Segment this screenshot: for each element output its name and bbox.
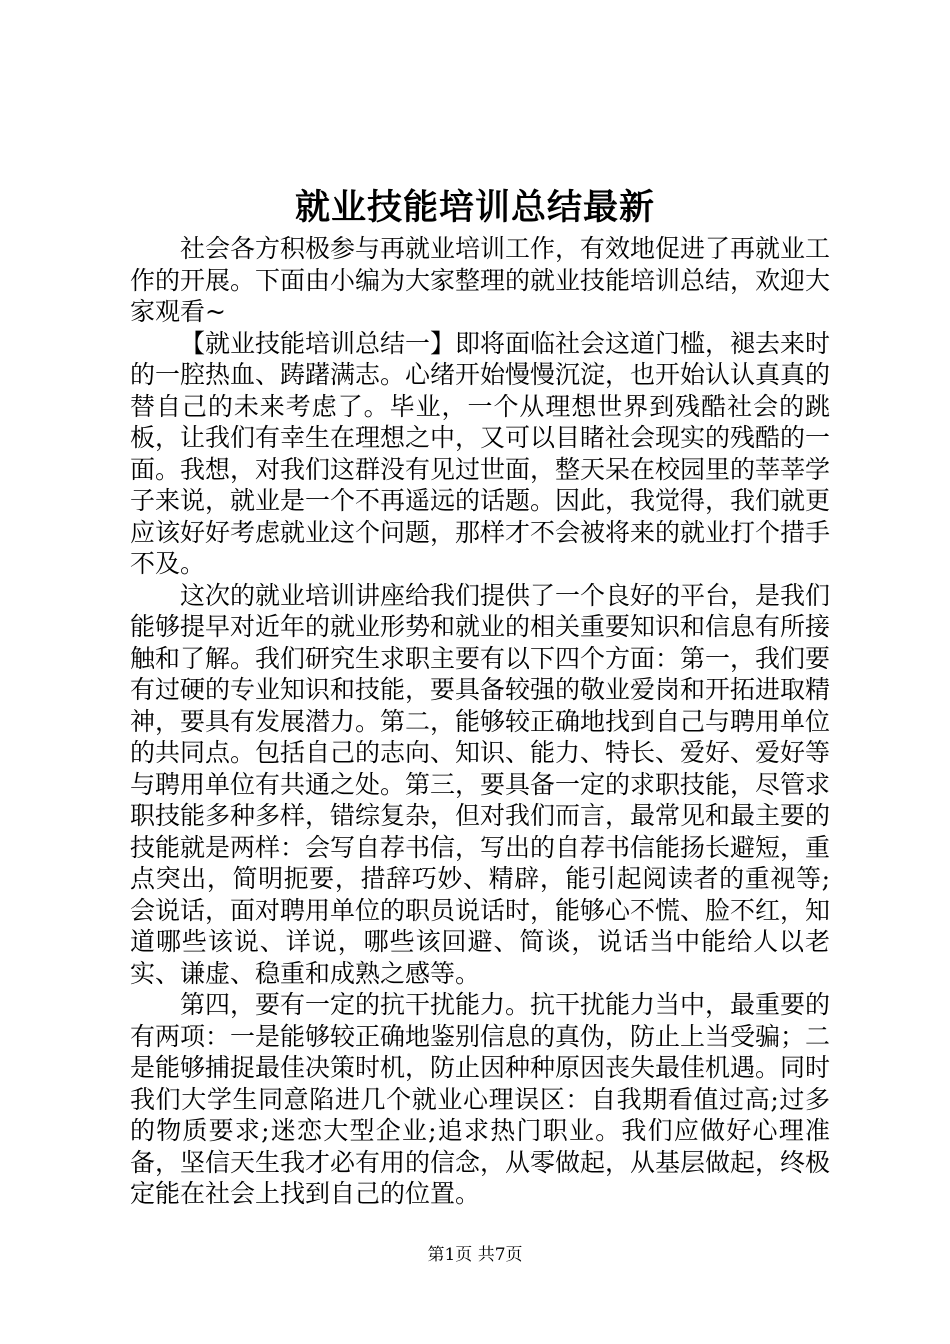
paragraph-training-lecture: 这次的就业培训讲座给我们提供了一个良好的平台，是我们能够提早对近年的就业形势和就业的相关重要知识和信息有所接触和了解。我们研究生求职主要有以下四个方面：第一，我们要有过硬的专业知识和技能，要具备较强的敬业爱岗和开拓进取精神，要具有发展潜力。第二，能够较正确地找到自己与聘用单位的共同点。包括自己的志向、知识、能力、特长、爱好、爱好等与聘用单位有共通之处。第三，要具备一定的求职技能，尽管求职技能多种多样，错综复杂，但对我们而言，最常见和最主要的技能就是两样：会写自荐书信，写出的自荐书信能扬长避短，重点突出，简明扼要，措辞巧妙、精辟，能引起阅读者的重视等;会说话，面对聘用单位的职员说话时，能够心不慌、脸不红，知道哪些该说、详说，哪些该回避、简谈，说话当中能给人以老实、谦虚、稳重和成熟之感等。 — [130, 580, 831, 988]
document-body — [130, 233, 830, 1210]
page-number-footer: 第1页 共7页 — [427, 1245, 523, 1265]
paragraph-summary-one: 【就业技能培训总结一】即将面临社会这道门槛，褪去来时的一腔热血、踌躇满志。心绪开始慢慢沉淀，也开始认认真真的替自己的未来考虑了。毕业，一个从理想世界到残酷社会的跳板，让我们有幸生在理想之中，又可以目睹社会现实的残酷的一面。我想，对我们这群没有见过世面，整天呆在校园里的莘莘学子来说，就业是一个不再遥远的话题。因此，我觉得，我们就更应该好好考虑就业这个问题，那样才不会被将来的就业打个措手不及。 — [130, 328, 831, 578]
document-title: 就业技能培训总结最新 — [294, 187, 655, 228]
paragraph-fourth-point: 第四，要有一定的抗干扰能力。抗干扰能力当中，最重要的有两项：一是能够较正确地鉴别信息的真伪，防止上当受骗；二是能够捕捉最佳决策时机，防止因种种原因丧失最佳机遇。同时我们大学生同意陷进几个就业心理误区：自我期看值过高;过多的物质要求;迷恋大型企业;追求热门职业。我们应做好心理准备，坚信天生我才必有用的信念，从零做起，从基层做起，终极定能在社会上找到自己的位置。 — [130, 990, 831, 1208]
paragraph-intro: 社会各方积极参与再就业培训工作，有效地促进了再就业工作的开展。下面由小编为大家整理的就业技能培训总结，欢迎大家观看~ — [130, 234, 831, 326]
